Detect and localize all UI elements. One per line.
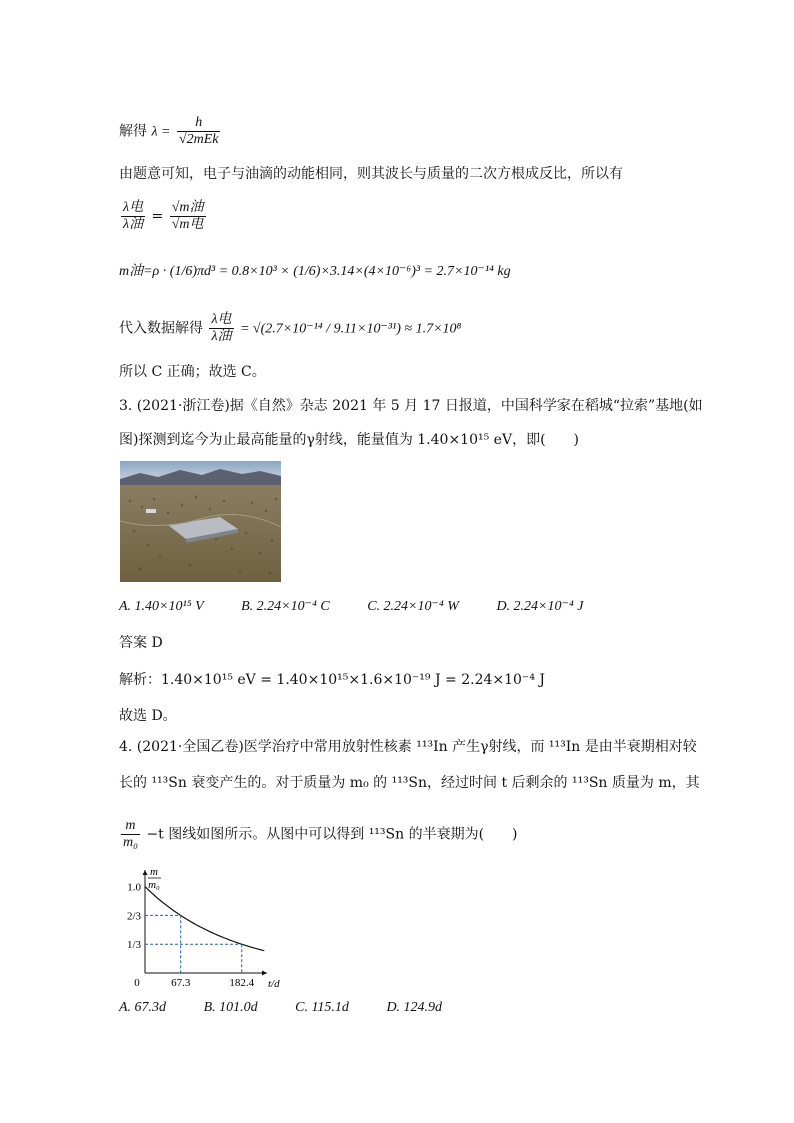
question-3-options [119,597,617,617]
option-b[interactable]: B. 101.0d [203,1000,258,1015]
option-c[interactable]: C. 2.24×10⁻⁴ W [367,599,459,614]
lambda-lhs: λ = [151,124,171,140]
decay-curve [145,887,264,951]
mass-equation: m油=ρ · (1/6)πd³ = 0.8×10³ × (1/6)×3.14×(4×10⁻⁶)³ = 2.7×10⁻¹⁴ kg [119,264,511,279]
option-d[interactable]: D. 2.24×10⁻⁴ J [496,599,584,614]
y-tick-label: 1.0 [127,881,141,894]
prefix: 解得 [119,123,147,140]
question-4-options [119,998,476,1018]
y-axis-arrow-icon [143,870,148,875]
answer-3: 答案 D [119,635,163,651]
question-3-line-2: 图)探测到迄今为止最高能量的γ射线，能量值为 1.40×10¹⁵ eV，即( ) [119,432,579,448]
numerator: h [177,115,221,132]
denominator: λ油 [211,329,232,344]
equals: = [151,208,164,225]
landscape-photo-icon [120,461,281,582]
origin-label: 0 [134,977,140,989]
option-b[interactable]: B. 2.24×10⁻⁴ C [241,599,330,614]
y-tick-label: 1/3 [126,939,141,952]
option-c[interactable]: C. 115.1d [295,1000,349,1015]
numerator: √m油 [171,200,204,215]
fraction [177,115,221,148]
numerator: λ电 [123,200,144,215]
numerator: λ电 [211,312,232,327]
substitution-line [119,312,461,345]
y-axis-label-den: m₀ [148,879,160,891]
denominator: λ油 [123,217,144,232]
conclusion-line: 所以 C 正确；故选 C。 [119,364,266,380]
question-4-line-1: 4. (2021·全国乙卷)医学治疗中常用放射性核素 ¹¹³In 产生γ射线，而 ¹¹³In 是由半衰期相对较 [119,739,697,755]
solution-line-1 [119,115,222,148]
ratio-equation [119,200,208,233]
prefix: 代入数据解得 [119,320,203,337]
mass-ratio [121,818,140,851]
decay-chart [117,866,280,991]
numerator: m [121,818,140,835]
analysis-3: 解析：1.40×10¹⁵ eV = 1.40×10¹⁵×1.6×10⁻¹⁹ J = 2.24×10⁻⁴ J [119,672,545,688]
x-axis-arrow-icon [262,971,267,976]
question-4-text: −t 图线如图所示。从图中可以得到 ¹¹³Sn 的半衰期为( ) [146,826,518,843]
y-axis-label-num: m [150,866,158,878]
question-4-line-2: 长的 ¹¹³Sn 衰变产生的。对于质量为 m₀ 的 ¹¹³Sn，经过时间 t 后剩余的 ¹¹³Sn 质量为 m，其 [119,775,700,791]
mass-ratio [170,200,206,233]
lambda-ratio [209,312,233,345]
decay-chart-svg [117,866,280,991]
option-a[interactable]: A. 1.40×10¹⁵ V [119,599,204,614]
x-axis-label: t/d [268,978,280,990]
choice-3: 故选 D。 [119,708,177,724]
lambda-ratio [121,200,145,233]
y-tick-label: 2/3 [126,910,141,923]
solution-line-2: 由题意可知，电子与油滴的动能相同，则其波长与质量的二次方根成反比，所以有 [119,166,623,182]
question-4-line-3 [119,818,518,851]
option-d[interactable]: D. 124.9d [386,1000,443,1015]
result: = √(2.7×10⁻¹⁴ / 9.11×10⁻³¹) ≈ 1.7×10⁸ [239,321,462,337]
lhaaso-base-photo [120,461,281,582]
denominator: √2mEk [178,132,219,147]
denominator: m₀ [123,835,138,850]
option-a[interactable]: A. 67.3d [119,1000,167,1015]
x-tick-label: 67.3 [171,977,191,989]
denominator: √m电 [171,217,204,232]
x-tick-label: 182.4 [229,977,255,989]
question-3-line-1: 3. (2021·浙江卷)据《自然》杂志 2021 年 5 月 17 日报道，中国科学家在稻城“拉索”基地(如 [119,398,703,414]
